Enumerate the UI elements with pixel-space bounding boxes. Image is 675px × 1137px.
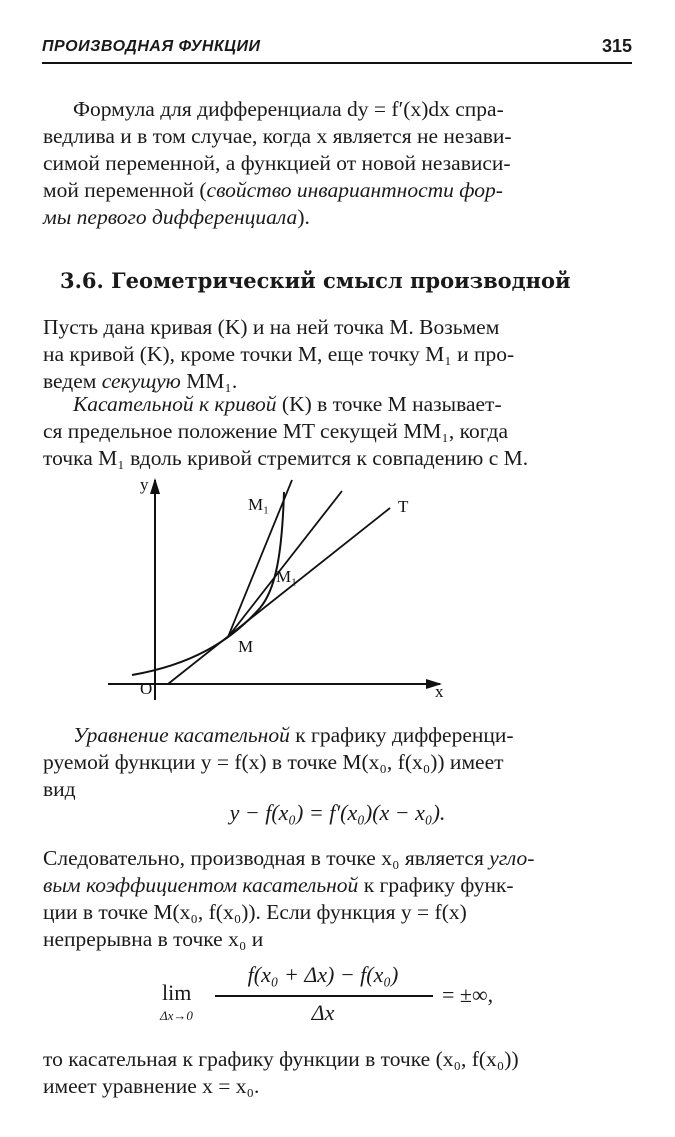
emphasis-text: секущую <box>101 369 181 393</box>
paragraph-curve <box>43 314 630 395</box>
emphasis-text: Уравнение касательной <box>73 723 290 747</box>
running-title: ПРОИЗВОДНАЯ ФУНКЦИИ <box>42 38 261 55</box>
y-axis-arrow <box>150 478 160 494</box>
lim-operator: lim <box>162 980 192 1005</box>
text-line: руемой функции y = f(x) в точке M(x₀, f(x₀)) имеет <box>43 750 504 774</box>
intro-line: ведлива и в том случае, когда x является не незави- <box>43 124 512 148</box>
text-line: ведем секущую MM₁. <box>43 369 238 393</box>
lim-subscript: Δx→0 <box>160 1008 193 1023</box>
text-line: Следовательно, производная в точке x₀ является угло- <box>43 846 535 870</box>
intro-line: симой переменной, а функцией от новой независи- <box>43 151 511 175</box>
intro-line: мой переменной (свойство инвариантности фор- <box>43 178 503 202</box>
label-m1-mid: M₁ <box>276 567 298 586</box>
fraction-numerator: f(x₀ + Δx) − f(x₀) <box>247 962 399 987</box>
label-m1-top: M₁ <box>248 495 270 514</box>
secant-line-mid <box>228 491 342 637</box>
section-heading: 3.6. Геометрический смысл производной <box>60 268 571 293</box>
emphasis-text: вым коэффициентом касательной <box>43 873 359 897</box>
text-line: ции в точке M(x₀, f(x₀)). Если функция y = f(x) <box>43 900 467 924</box>
label-x: x <box>435 682 444 701</box>
paragraph-tangent-equation <box>43 722 630 803</box>
label-t: T <box>398 497 409 516</box>
text-line: ся предельное положение MT секущей MM₁, когда <box>43 419 509 443</box>
intro-line: мы первого дифференциала). <box>43 205 310 229</box>
label-y: y <box>140 475 149 494</box>
text-line: Касательной к кривой (K) в точке M называет- <box>73 392 502 416</box>
emphasis-text: мы первого дифференциала <box>43 205 298 229</box>
emphasis-text: Касательной к кривой <box>73 392 277 416</box>
text-line: точка M₁ вдоль кривой стремится к совпадению с M. <box>43 446 529 470</box>
intro-line: Формула для дифференциала dy = f′(x)dx спра- <box>73 97 504 121</box>
text-line: вид <box>43 777 76 801</box>
tangent-equation-formula: y − f(x₀) = f′(x₀)(x − x₀). <box>229 800 446 825</box>
text-line: вым коэффициентом касательной к графику функ- <box>43 873 514 897</box>
limit-rhs: = ±∞, <box>442 982 494 1007</box>
text-line: Пусть дана кривая (K) и на ней точка M. Возьмем <box>43 315 500 339</box>
text-line: непрерывна в точке x₀ и <box>43 927 264 951</box>
text-line: то касательная к графику функции в точке (x₀, f(x₀)) <box>43 1047 519 1071</box>
tangent-line-mt <box>168 508 390 684</box>
paragraph-slope <box>43 845 630 953</box>
text-line: Уравнение касательной к графику дифференци- <box>73 723 514 747</box>
tangent-figure <box>100 472 460 702</box>
fraction-denominator: Δx <box>311 1000 335 1025</box>
label-origin: O <box>140 679 153 698</box>
paragraph-tangent-definition <box>43 391 630 472</box>
intro-paragraph <box>43 96 630 231</box>
paragraph-vertical-tangent <box>43 1046 630 1100</box>
page-number: 315 <box>601 36 632 56</box>
running-header <box>42 36 632 64</box>
text-line: на кривой (K), кроме точки M, еще точку M₁ и про- <box>43 342 515 366</box>
emphasis-text: угло- <box>489 846 535 870</box>
label-m: M <box>238 637 254 656</box>
limit-formula <box>160 962 560 1032</box>
text-line: имеет уравнение x = x₀. <box>43 1074 260 1098</box>
fraction-bar <box>215 995 433 997</box>
emphasis-text: свойство инвариантности фор- <box>206 178 503 202</box>
